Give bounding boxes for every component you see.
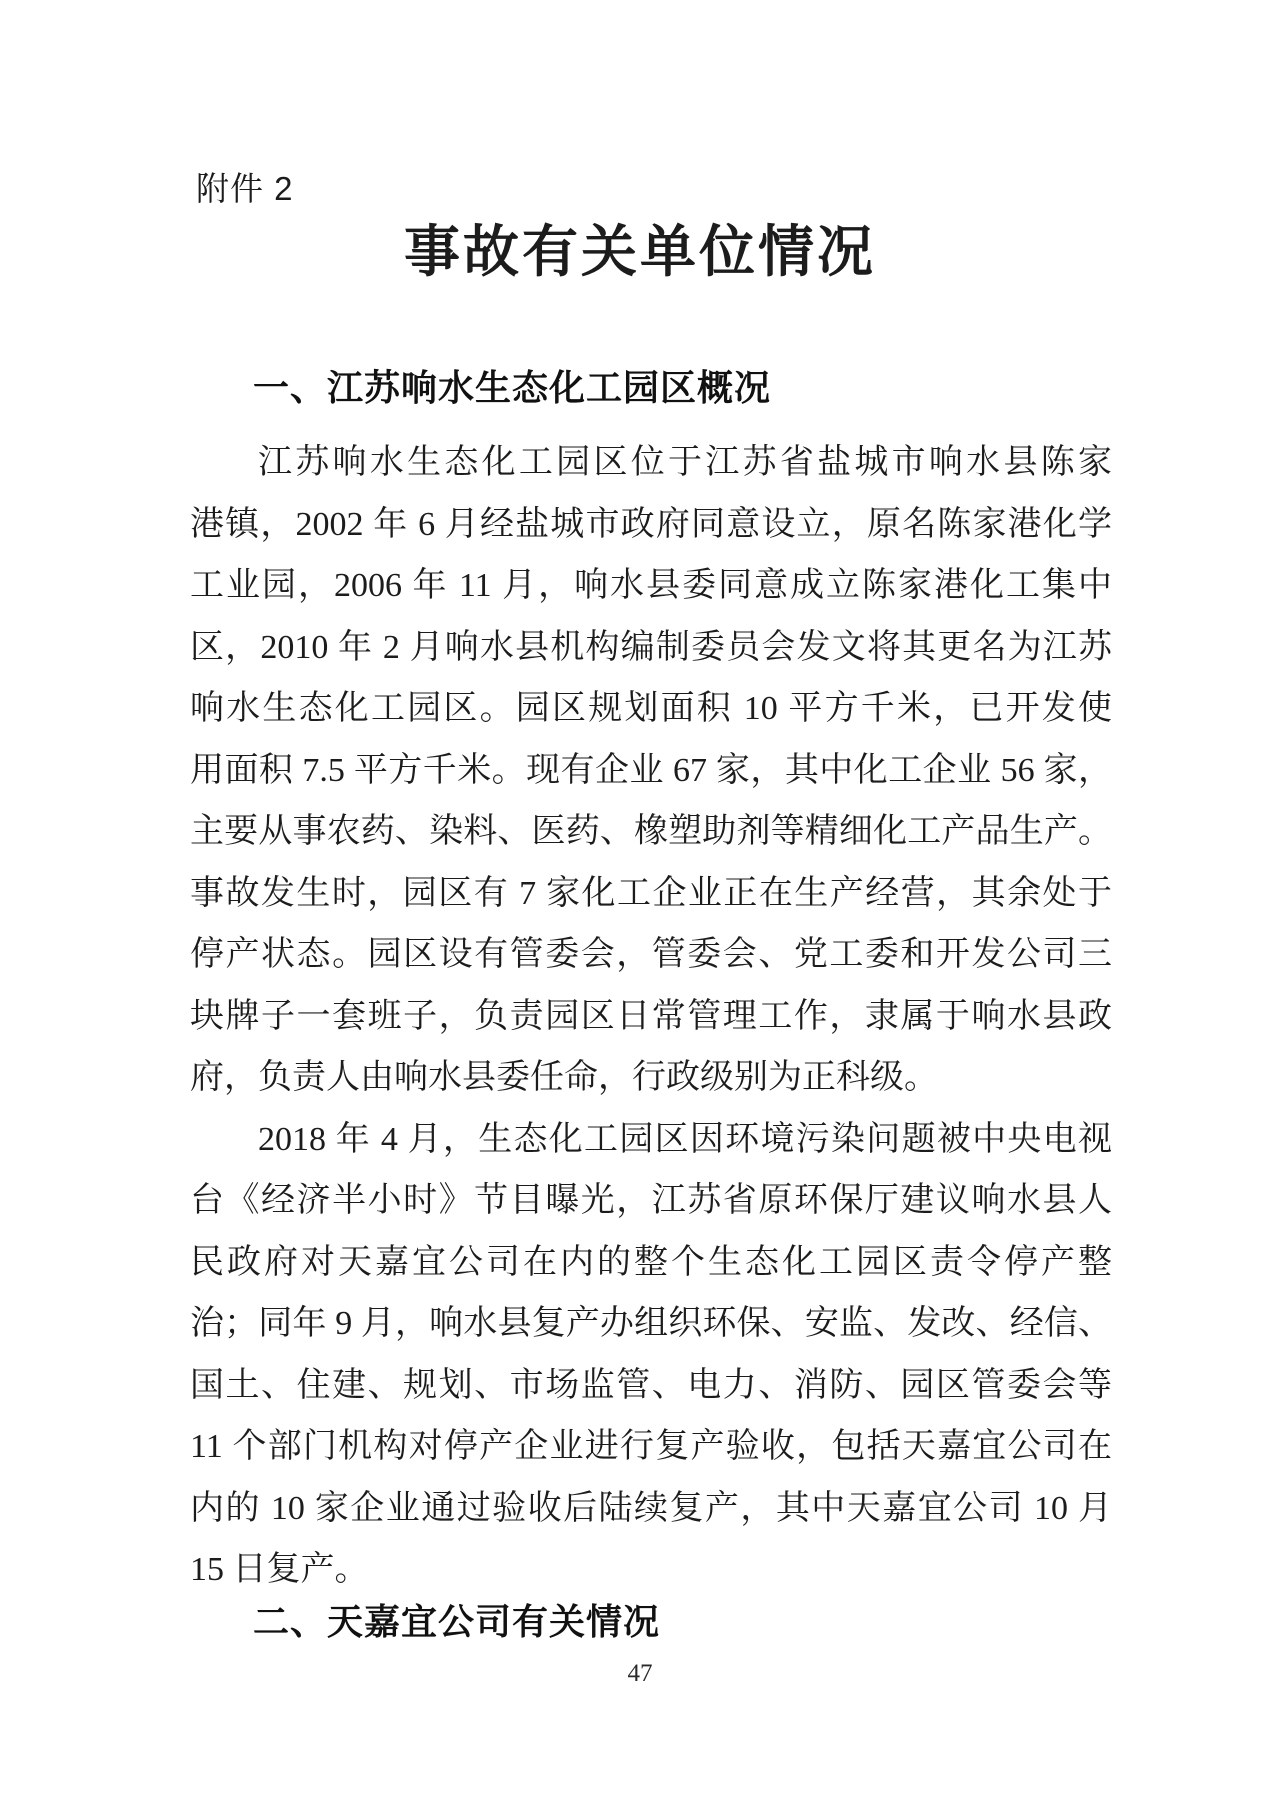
paragraph-2-line: 内的 10 家企业通过验收后陆续复产，其中天嘉宜公司 10 月	[190, 1489, 1112, 1527]
paragraph-1-line: 主要从事农药、染料、医药、橡塑助剂等精细化工产品生产。	[190, 813, 1112, 850]
paragraph-1-line: 工业园，2006 年 11 月，响水县委同意成立陈家港化工集中	[190, 567, 1112, 604]
section-1-heading: 一、江苏响水生态化工园区概况	[253, 367, 772, 408]
paragraph-1-line: 府，负责人由响水县委任命，行政级别为正科级。	[190, 1059, 938, 1096]
document-title: 事故有关单位情况	[404, 222, 876, 284]
paragraph-2-line: 2018 年 4 月，生态化工园区因环境污染问题被中央电视	[258, 1120, 1112, 1158]
paragraph-2-line: 台《经济半小时》节目曝光，江苏省原环保厅建议响水县人	[190, 1182, 1112, 1219]
paragraph-1-line: 用面积 7.5 平方千米。现有企业 67 家，其中化工企业 56 家，	[190, 751, 1112, 789]
page-number: 47	[627, 1660, 653, 1687]
paragraph-1-line: 响水生态化工园区。园区规划面积 10 平方千米，已开发使	[190, 690, 1112, 727]
attachment-label: 附件 2	[196, 170, 294, 207]
paragraph-2-line: 国土、住建、规划、市场监管、电力、消防、园区管委会等	[190, 1366, 1112, 1404]
paragraph-1-line: 事故发生时，园区有 7 家化工企业正在生产经营，其余处于	[190, 874, 1112, 912]
paragraph-2-line: 15 日复产。	[190, 1551, 369, 1588]
body-text	[190, 432, 1112, 1601]
paragraph-1-line: 块牌子一套班子，负责园区日常管理工作，隶属于响水县政	[190, 997, 1112, 1035]
section-2-heading: 二、天嘉宜公司有关情况	[253, 1601, 661, 1642]
paragraph-2-line: 11 个部门机构对停产企业进行复产验收，包括天嘉宜公司在	[190, 1428, 1112, 1465]
paragraph-2-line: 治；同年 9 月，响水县复产办组织环保、安监、发改、经信、	[190, 1305, 1112, 1342]
paragraph-1-line: 停产状态。园区设有管委会，管委会、党工委和开发公司三	[190, 936, 1112, 973]
paragraph-2-line: 民政府对天嘉宜公司在内的整个生态化工园区责令停产整	[190, 1243, 1112, 1281]
paragraph-1-line: 江苏响水生态化工园区位于江苏省盐城市响水县陈家	[258, 444, 1112, 481]
paragraph-1-line: 港镇，2002 年 6 月经盐城市政府同意设立，原名陈家港化学	[190, 505, 1112, 543]
paragraph-1-line: 区，2010 年 2 月响水县机构编制委员会发文将其更名为江苏	[190, 628, 1112, 666]
